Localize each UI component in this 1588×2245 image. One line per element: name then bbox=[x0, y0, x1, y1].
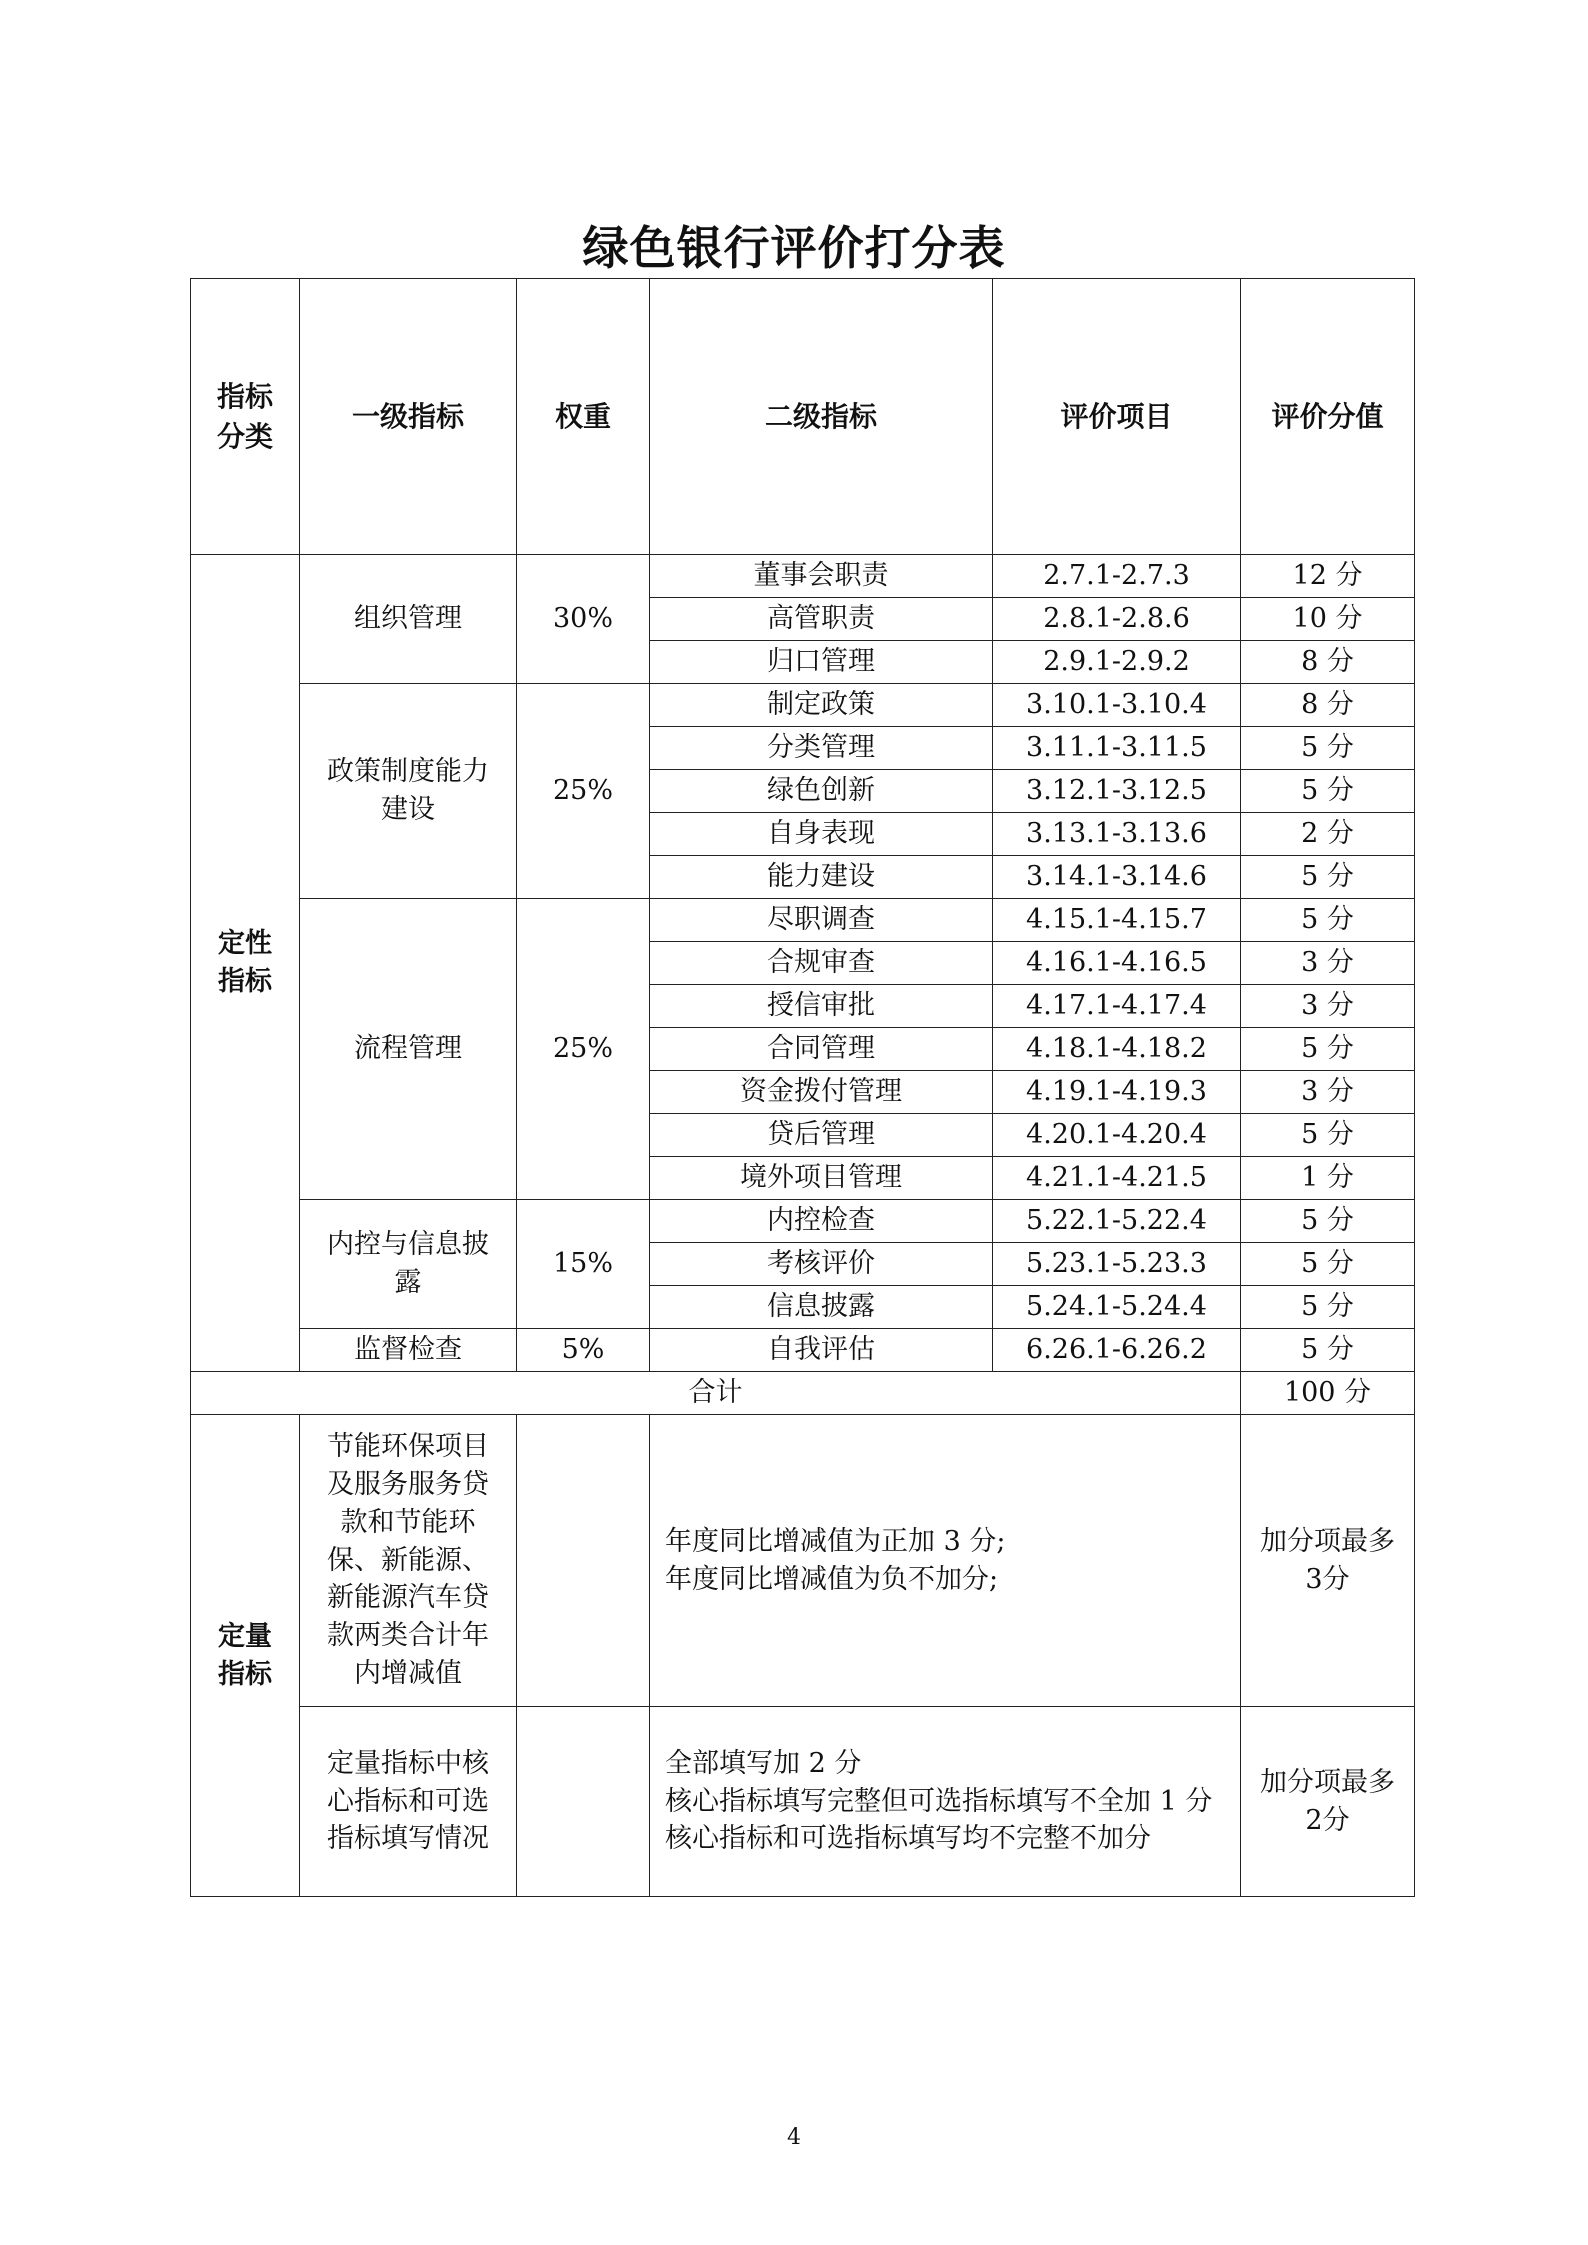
evaluation-items: 4.15.1-4.15.7 bbox=[993, 899, 1241, 942]
scoring-rule: 年度同比增减值为正加 3 分; bbox=[665, 1525, 1006, 1557]
level2-indicator: 合规审查 bbox=[650, 942, 993, 985]
quantitative-weight bbox=[517, 1415, 650, 1707]
scoring-rule: 全部填写加 2 分 bbox=[665, 1747, 862, 1779]
evaluation-items: 3.11.1-3.11.5 bbox=[993, 727, 1241, 770]
level2-indicator: 高管职责 bbox=[650, 598, 993, 641]
level2-indicator: 分类管理 bbox=[650, 727, 993, 770]
level2-indicator: 贷后管理 bbox=[650, 1114, 993, 1157]
weight-cell: 25% bbox=[517, 684, 650, 899]
score-value: 8 分 bbox=[1241, 641, 1415, 684]
table-row bbox=[191, 684, 1415, 727]
level1-indicator: 政策制度能力建设 bbox=[300, 684, 517, 899]
header-weight: 权重 bbox=[517, 279, 650, 555]
score-value: 5 分 bbox=[1241, 727, 1415, 770]
level2-indicator: 尽职调查 bbox=[650, 899, 993, 942]
level1-indicator: 监督检查 bbox=[300, 1329, 517, 1372]
level2-indicator: 内控检查 bbox=[650, 1200, 993, 1243]
scoring-rules bbox=[650, 1415, 1241, 1707]
level1-indicator: 组织管理 bbox=[300, 555, 517, 684]
score-value: 5 分 bbox=[1241, 1114, 1415, 1157]
level2-indicator: 考核评价 bbox=[650, 1243, 993, 1286]
evaluation-items: 2.7.1-2.7.3 bbox=[993, 555, 1241, 598]
level2-indicator: 自我评估 bbox=[650, 1329, 993, 1372]
evaluation-items: 3.13.1-3.13.6 bbox=[993, 813, 1241, 856]
score-value: 8 分 bbox=[1241, 684, 1415, 727]
quantitative-indicator: 节能环保项目及服务服务贷款和节能环保、新能源、新能源汽车贷款两类合计年内增减值 bbox=[300, 1415, 517, 1707]
level2-indicator: 自身表现 bbox=[650, 813, 993, 856]
score-value: 5 分 bbox=[1241, 770, 1415, 813]
quantitative-label: 定量指标 bbox=[191, 1415, 300, 1897]
evaluation-items: 2.9.1-2.9.2 bbox=[993, 641, 1241, 684]
quantitative-row bbox=[191, 1707, 1415, 1897]
score-value: 5 分 bbox=[1241, 856, 1415, 899]
page-title: 绿色银行评价打分表 bbox=[582, 221, 1006, 275]
scoring-table bbox=[190, 278, 1415, 1897]
scoring-rule: 核心指标填写完整但可选指标填写不全加 1 分 bbox=[665, 1785, 1213, 1817]
score-value: 5 分 bbox=[1241, 1243, 1415, 1286]
bonus-score: 加分项最多 3分 bbox=[1241, 1415, 1415, 1707]
table-row bbox=[191, 899, 1415, 942]
total-score: 100 分 bbox=[1241, 1372, 1415, 1415]
score-value: 2 分 bbox=[1241, 813, 1415, 856]
header-level1: 一级指标 bbox=[300, 279, 517, 555]
score-value: 3 分 bbox=[1241, 1071, 1415, 1114]
table-row bbox=[191, 555, 1415, 598]
level2-indicator: 制定政策 bbox=[650, 684, 993, 727]
level2-indicator: 归口管理 bbox=[650, 641, 993, 684]
qualitative-label: 定性指标 bbox=[191, 555, 300, 1372]
weight-cell: 5% bbox=[517, 1329, 650, 1372]
quantitative-indicator: 定量指标中核心指标和可选指标填写情况 bbox=[300, 1707, 517, 1897]
level2-indicator: 董事会职责 bbox=[650, 555, 993, 598]
score-value: 3 分 bbox=[1241, 985, 1415, 1028]
evaluation-items: 4.18.1-4.18.2 bbox=[993, 1028, 1241, 1071]
table-row bbox=[191, 1329, 1415, 1372]
scoring-rule: 核心指标和可选指标填写均不完整不加分 bbox=[665, 1823, 1151, 1855]
score-value: 1 分 bbox=[1241, 1157, 1415, 1200]
score-value: 5 分 bbox=[1241, 1329, 1415, 1372]
header-row bbox=[191, 279, 1415, 555]
total-row bbox=[191, 1372, 1415, 1415]
header-score: 评价分值 bbox=[1241, 279, 1415, 555]
level2-indicator: 能力建设 bbox=[650, 856, 993, 899]
evaluation-items: 4.20.1-4.20.4 bbox=[993, 1114, 1241, 1157]
score-value: 10 分 bbox=[1241, 598, 1415, 641]
score-value: 12 分 bbox=[1241, 555, 1415, 598]
header-level2: 二级指标 bbox=[650, 279, 993, 555]
weight-cell: 15% bbox=[517, 1200, 650, 1329]
scoring-rules bbox=[650, 1707, 1241, 1897]
evaluation-items: 4.21.1-4.21.5 bbox=[993, 1157, 1241, 1200]
score-value: 5 分 bbox=[1241, 1028, 1415, 1071]
page-number: 4 bbox=[787, 2125, 801, 2150]
evaluation-items: 3.10.1-3.10.4 bbox=[993, 684, 1241, 727]
bonus-score: 加分项最多 2分 bbox=[1241, 1707, 1415, 1897]
level2-indicator: 信息披露 bbox=[650, 1286, 993, 1329]
score-value: 5 分 bbox=[1241, 899, 1415, 942]
evaluation-items: 5.22.1-5.22.4 bbox=[993, 1200, 1241, 1243]
evaluation-items: 6.26.1-6.26.2 bbox=[993, 1329, 1241, 1372]
header-category: 指标分类 bbox=[191, 279, 300, 555]
level2-indicator: 授信审批 bbox=[650, 985, 993, 1028]
evaluation-items: 3.14.1-3.14.6 bbox=[993, 856, 1241, 899]
score-value: 5 分 bbox=[1241, 1286, 1415, 1329]
total-label: 合计 bbox=[191, 1372, 1241, 1415]
evaluation-items: 4.19.1-4.19.3 bbox=[993, 1071, 1241, 1114]
level2-indicator: 资金拨付管理 bbox=[650, 1071, 993, 1114]
table-row bbox=[191, 1200, 1415, 1243]
evaluation-items: 2.8.1-2.8.6 bbox=[993, 598, 1241, 641]
level1-indicator: 内控与信息披露 bbox=[300, 1200, 517, 1329]
quantitative-weight bbox=[517, 1707, 650, 1897]
level2-indicator: 合同管理 bbox=[650, 1028, 993, 1071]
weight-cell: 30% bbox=[517, 555, 650, 684]
quantitative-row bbox=[191, 1415, 1415, 1707]
evaluation-items: 3.12.1-3.12.5 bbox=[993, 770, 1241, 813]
evaluation-items: 5.24.1-5.24.4 bbox=[993, 1286, 1241, 1329]
evaluation-items: 5.23.1-5.23.3 bbox=[993, 1243, 1241, 1286]
level2-indicator: 境外项目管理 bbox=[650, 1157, 993, 1200]
level2-indicator: 绿色创新 bbox=[650, 770, 993, 813]
evaluation-items: 4.17.1-4.17.4 bbox=[993, 985, 1241, 1028]
header-items: 评价项目 bbox=[993, 279, 1241, 555]
level1-indicator: 流程管理 bbox=[300, 899, 517, 1200]
weight-cell: 25% bbox=[517, 899, 650, 1200]
scoring-rule: 年度同比增减值为负不加分; bbox=[665, 1563, 999, 1595]
score-value: 5 分 bbox=[1241, 1200, 1415, 1243]
evaluation-items: 4.16.1-4.16.5 bbox=[993, 942, 1241, 985]
score-value: 3 分 bbox=[1241, 942, 1415, 985]
